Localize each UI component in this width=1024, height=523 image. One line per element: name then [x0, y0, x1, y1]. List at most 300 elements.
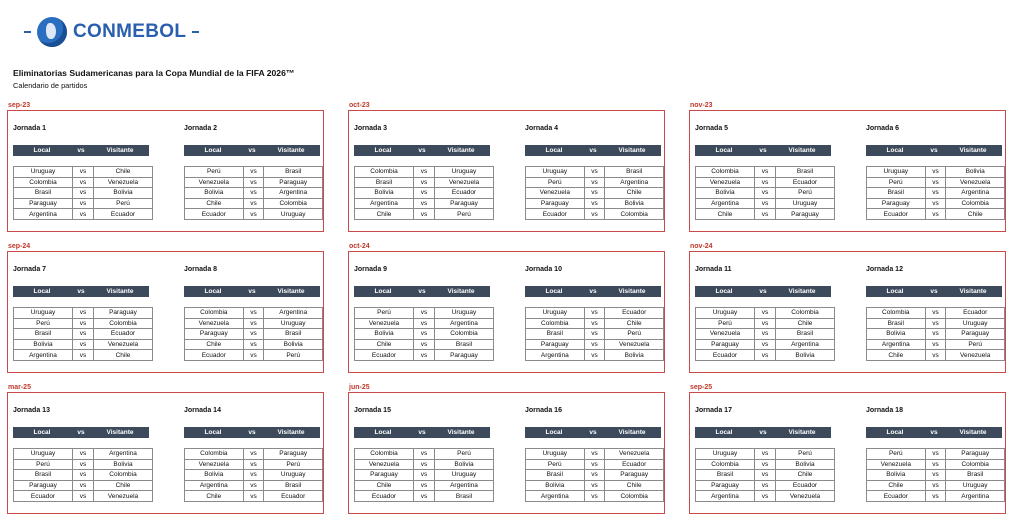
away-team: Argentina — [435, 318, 494, 329]
month-panel — [689, 251, 1006, 373]
table-header — [13, 286, 149, 297]
home-team: Colombia — [185, 308, 244, 319]
away-team: Paraguay — [946, 449, 1005, 460]
home-team: Argentina — [355, 198, 414, 209]
home-team: Colombia — [185, 449, 244, 460]
table-row — [14, 177, 153, 188]
table-row — [867, 329, 1005, 340]
vs-cell: vs — [414, 339, 435, 350]
header-local: Local — [374, 147, 392, 154]
vs-cell: vs — [243, 350, 264, 361]
vs-cell: vs — [755, 459, 776, 470]
month-panel — [7, 110, 324, 232]
away-team: Uruguay — [264, 209, 323, 220]
away-team: Uruguay — [946, 318, 1005, 329]
matches-table — [695, 448, 835, 502]
header-vs: vs — [589, 288, 597, 295]
home-team: Bolivia — [355, 329, 414, 340]
vs-cell: vs — [755, 318, 776, 329]
table-row — [355, 308, 494, 319]
home-team: Argentina — [185, 480, 244, 491]
table-row — [867, 480, 1005, 491]
table-row — [185, 329, 323, 340]
away-team: Chile — [605, 318, 664, 329]
away-team: Argentina — [946, 491, 1005, 502]
vs-cell: vs — [755, 177, 776, 188]
home-team: Colombia — [14, 177, 73, 188]
header-vs: vs — [248, 429, 256, 436]
home-team: Ecuador — [185, 350, 244, 361]
table-row — [526, 318, 664, 329]
table-header — [695, 286, 831, 297]
header-vs: vs — [759, 429, 767, 436]
table-row — [696, 318, 835, 329]
vs-cell: vs — [243, 480, 264, 491]
away-team: Brasil — [264, 329, 323, 340]
table-row — [526, 308, 664, 319]
home-team: Perú — [696, 318, 755, 329]
vs-cell: vs — [243, 308, 264, 319]
table-row — [867, 350, 1005, 361]
table-row — [526, 209, 664, 220]
away-team: Venezuela — [94, 339, 153, 350]
table-row — [355, 459, 494, 470]
table-row — [185, 308, 323, 319]
vs-cell: vs — [243, 459, 264, 470]
vs-cell: vs — [584, 329, 605, 340]
vs-cell: vs — [925, 459, 946, 470]
table-row — [14, 167, 153, 178]
vs-cell: vs — [73, 470, 94, 481]
jornada-title: Jornada 3 — [354, 125, 388, 132]
vs-cell: vs — [925, 188, 946, 199]
home-team: Colombia — [355, 167, 414, 178]
month-panel — [7, 251, 324, 373]
table-row — [696, 459, 835, 470]
table-row — [526, 188, 664, 199]
away-team: Paraguay — [605, 470, 664, 481]
vs-cell: vs — [584, 188, 605, 199]
away-team: Ecuador — [776, 177, 835, 188]
table-row — [355, 318, 494, 329]
table-header — [525, 286, 661, 297]
table-row — [696, 350, 835, 361]
table-row — [185, 177, 323, 188]
home-team: Venezuela — [696, 329, 755, 340]
matches-table — [13, 448, 153, 502]
brand-name: CONMEBOL — [73, 21, 187, 42]
table-header — [695, 427, 831, 438]
vs-cell: vs — [414, 177, 435, 188]
home-team: Argentina — [526, 350, 585, 361]
away-team: Brasil — [605, 167, 664, 178]
away-team: Venezuela — [94, 177, 153, 188]
table-row — [185, 198, 323, 209]
home-team: Bolivia — [185, 470, 244, 481]
header-local: Local — [33, 288, 51, 295]
header-vs: vs — [930, 288, 938, 295]
header-local: Local — [545, 288, 563, 295]
jornada-title: Jornada 13 — [13, 407, 50, 414]
vs-cell: vs — [73, 209, 94, 220]
matches-table — [695, 307, 835, 361]
away-team: Bolivia — [264, 339, 323, 350]
header-vs: vs — [248, 147, 256, 154]
vs-cell: vs — [243, 177, 264, 188]
away-team: Perú — [776, 188, 835, 199]
vs-cell: vs — [243, 318, 264, 329]
home-team: Perú — [185, 167, 244, 178]
away-team: Ecuador — [94, 209, 153, 220]
home-team: Venezuela — [867, 459, 926, 470]
table-row — [185, 167, 323, 178]
away-team: Brasil — [776, 167, 835, 178]
home-team: Uruguay — [526, 308, 585, 319]
vs-cell: vs — [73, 350, 94, 361]
vs-cell: vs — [73, 198, 94, 209]
table-header — [866, 286, 1002, 297]
away-team: Perú — [946, 339, 1005, 350]
conmebol-logo — [18, 14, 205, 50]
table-row — [355, 350, 494, 361]
away-team: Venezuela — [946, 350, 1005, 361]
table-row — [355, 177, 494, 188]
header-vs: vs — [248, 288, 256, 295]
away-team: Bolivia — [946, 167, 1005, 178]
home-team: Paraguay — [867, 198, 926, 209]
home-team: Uruguay — [696, 308, 755, 319]
jornada-title: Jornada 4 — [525, 125, 559, 132]
document-subtitle: Calendario de partidos — [13, 81, 88, 90]
away-team: Chile — [776, 318, 835, 329]
away-team: Chile — [605, 188, 664, 199]
away-team: Paraguay — [94, 308, 153, 319]
jornada-title: Jornada 7 — [13, 266, 47, 273]
vs-cell: vs — [414, 350, 435, 361]
home-team: Ecuador — [867, 209, 926, 220]
away-team: Perú — [264, 459, 323, 470]
home-team: Venezuela — [696, 177, 755, 188]
vs-cell: vs — [925, 491, 946, 502]
home-team: Ecuador — [696, 350, 755, 361]
jornada-title: Jornada 16 — [525, 407, 562, 414]
header-visitante: Visitante — [788, 429, 816, 436]
home-team: Paraguay — [696, 480, 755, 491]
table-row — [185, 188, 323, 199]
home-team: Brasil — [696, 470, 755, 481]
away-team: Argentina — [264, 308, 323, 319]
table-header — [866, 145, 1002, 156]
table-row — [696, 449, 835, 460]
table-header — [525, 427, 661, 438]
table-header — [525, 145, 661, 156]
header-local: Local — [204, 429, 222, 436]
away-team: Bolivia — [776, 350, 835, 361]
vs-cell: vs — [584, 491, 605, 502]
home-team: Argentina — [14, 209, 73, 220]
jornada-title: Jornada 5 — [695, 125, 729, 132]
header-local: Local — [204, 288, 222, 295]
vs-cell: vs — [584, 449, 605, 460]
matches-table — [525, 307, 664, 361]
table-row — [526, 339, 664, 350]
table-row — [14, 449, 153, 460]
home-team: Bolivia — [867, 329, 926, 340]
header-local: Local — [715, 147, 733, 154]
vs-cell: vs — [584, 198, 605, 209]
table-row — [185, 470, 323, 481]
vs-cell: vs — [243, 491, 264, 502]
table-row — [355, 491, 494, 502]
table-row — [696, 480, 835, 491]
table-row — [355, 167, 494, 178]
matches-table — [866, 307, 1005, 361]
table-row — [867, 198, 1005, 209]
away-team: Brasil — [946, 470, 1005, 481]
away-team: Venezuela — [946, 177, 1005, 188]
month-label: mar-25 — [8, 384, 31, 391]
home-team: Bolivia — [867, 470, 926, 481]
table-row — [867, 459, 1005, 470]
home-team: Colombia — [867, 308, 926, 319]
home-team: Uruguay — [14, 308, 73, 319]
vs-cell: vs — [925, 449, 946, 460]
header-visitante: Visitante — [788, 147, 816, 154]
matches-table — [354, 307, 494, 361]
table-row — [696, 188, 835, 199]
month-label: nov-23 — [690, 102, 713, 109]
table-row — [185, 209, 323, 220]
away-team: Uruguay — [435, 167, 494, 178]
home-team: Brasil — [14, 188, 73, 199]
away-team: Bolivia — [94, 459, 153, 470]
vs-cell: vs — [925, 167, 946, 178]
away-team: Brasil — [264, 480, 323, 491]
header-local: Local — [545, 147, 563, 154]
home-team: Colombia — [696, 167, 755, 178]
away-team: Perú — [435, 449, 494, 460]
header-vs: vs — [418, 429, 426, 436]
home-team: Perú — [867, 177, 926, 188]
vs-cell: vs — [925, 339, 946, 350]
vs-cell: vs — [243, 470, 264, 481]
table-row — [696, 339, 835, 350]
vs-cell: vs — [414, 449, 435, 460]
home-team: Venezuela — [355, 459, 414, 470]
jornada-title: Jornada 6 — [866, 125, 900, 132]
table-row — [526, 470, 664, 481]
home-team: Bolivia — [526, 480, 585, 491]
home-team: Chile — [185, 491, 244, 502]
vs-cell: vs — [73, 308, 94, 319]
month-label: sep-23 — [8, 102, 31, 109]
home-team: Perú — [526, 177, 585, 188]
table-row — [867, 308, 1005, 319]
table-row — [185, 459, 323, 470]
table-row — [867, 209, 1005, 220]
vs-cell: vs — [584, 459, 605, 470]
home-team: Perú — [355, 308, 414, 319]
table-row — [526, 350, 664, 361]
away-team: Perú — [435, 209, 494, 220]
vs-cell: vs — [414, 188, 435, 199]
table-row — [14, 308, 153, 319]
away-team: Chile — [94, 350, 153, 361]
vs-cell: vs — [414, 209, 435, 220]
vs-cell: vs — [755, 188, 776, 199]
month-label: nov-24 — [690, 243, 713, 250]
vs-cell: vs — [584, 350, 605, 361]
matches-table — [184, 166, 323, 220]
home-team: Brasil — [526, 470, 585, 481]
away-team: Venezuela — [94, 491, 153, 502]
away-team: Uruguay — [946, 480, 1005, 491]
away-team: Ecuador — [946, 308, 1005, 319]
vs-cell: vs — [925, 308, 946, 319]
vs-cell: vs — [755, 167, 776, 178]
table-row — [355, 480, 494, 491]
jornada-title: Jornada 2 — [184, 125, 218, 132]
vs-cell: vs — [584, 167, 605, 178]
away-team: Argentina — [605, 177, 664, 188]
home-team: Chile — [355, 209, 414, 220]
away-team: Uruguay — [264, 470, 323, 481]
vs-cell: vs — [243, 339, 264, 350]
table-row — [696, 491, 835, 502]
table-row — [14, 209, 153, 220]
home-team: Brasil — [355, 177, 414, 188]
away-team: Paraguay — [264, 449, 323, 460]
away-team: Uruguay — [435, 308, 494, 319]
home-team: Venezuela — [526, 188, 585, 199]
vs-cell: vs — [73, 329, 94, 340]
vs-cell: vs — [73, 188, 94, 199]
table-row — [185, 339, 323, 350]
away-team: Ecuador — [435, 188, 494, 199]
table-row — [526, 480, 664, 491]
jornada-title: Jornada 14 — [184, 407, 221, 414]
away-team: Colombia — [605, 491, 664, 502]
home-team: Bolivia — [14, 339, 73, 350]
vs-cell: vs — [414, 318, 435, 329]
vs-cell: vs — [243, 329, 264, 340]
vs-cell: vs — [584, 177, 605, 188]
table-row — [14, 350, 153, 361]
vs-cell: vs — [584, 470, 605, 481]
table-row — [867, 339, 1005, 350]
matches-table — [184, 448, 323, 502]
away-team: Argentina — [264, 188, 323, 199]
matches-table — [866, 448, 1005, 502]
table-row — [14, 329, 153, 340]
vs-cell: vs — [925, 177, 946, 188]
vs-cell: vs — [73, 480, 94, 491]
header-visitante: Visitante — [106, 147, 134, 154]
vs-cell: vs — [243, 449, 264, 460]
home-team: Colombia — [526, 318, 585, 329]
vs-cell: vs — [414, 470, 435, 481]
header-local: Local — [374, 429, 392, 436]
table-row — [867, 491, 1005, 502]
away-team: Ecuador — [605, 459, 664, 470]
vs-cell: vs — [73, 167, 94, 178]
jornada-title: Jornada 12 — [866, 266, 903, 273]
header-visitante: Visitante — [618, 429, 646, 436]
table-row — [355, 329, 494, 340]
home-team: Uruguay — [526, 167, 585, 178]
away-team: Brasil — [435, 491, 494, 502]
table-row — [526, 198, 664, 209]
away-team: Paraguay — [264, 177, 323, 188]
home-team: Perú — [14, 459, 73, 470]
table-header — [13, 427, 149, 438]
header-local: Local — [886, 147, 904, 154]
vs-cell: vs — [925, 198, 946, 209]
home-team: Brasil — [867, 188, 926, 199]
home-team: Venezuela — [185, 318, 244, 329]
away-team: Paraguay — [435, 198, 494, 209]
matches-table — [525, 166, 664, 220]
month-panel — [689, 392, 1006, 514]
table-row — [14, 318, 153, 329]
away-team: Argentina — [776, 339, 835, 350]
table-row — [526, 459, 664, 470]
away-team: Chile — [94, 167, 153, 178]
away-team: Perú — [605, 329, 664, 340]
away-team: Colombia — [94, 470, 153, 481]
home-team: Colombia — [696, 459, 755, 470]
vs-cell: vs — [755, 491, 776, 502]
header-visitante: Visitante — [959, 288, 987, 295]
vs-cell: vs — [755, 209, 776, 220]
header-vs: vs — [930, 147, 938, 154]
table-row — [696, 470, 835, 481]
table-row — [696, 209, 835, 220]
jornada-title: Jornada 15 — [354, 407, 391, 414]
away-team: Chile — [94, 480, 153, 491]
header-local: Local — [204, 147, 222, 154]
away-team: Uruguay — [435, 470, 494, 481]
vs-cell: vs — [755, 350, 776, 361]
home-team: Argentina — [696, 198, 755, 209]
away-team: Venezuela — [435, 177, 494, 188]
month-panel — [7, 392, 324, 514]
header-visitante: Visitante — [277, 288, 305, 295]
home-team: Venezuela — [185, 177, 244, 188]
table-row — [14, 459, 153, 470]
away-team: Chile — [605, 480, 664, 491]
logo-dash-icon — [24, 31, 31, 33]
home-team: Bolivia — [355, 188, 414, 199]
home-team: Bolivia — [696, 188, 755, 199]
vs-cell: vs — [925, 350, 946, 361]
table-header — [184, 427, 320, 438]
table-row — [867, 318, 1005, 329]
jornada-title: Jornada 11 — [695, 266, 732, 273]
table-row — [867, 188, 1005, 199]
away-team: Colombia — [605, 209, 664, 220]
logo-dash-icon — [192, 31, 199, 33]
header-visitante: Visitante — [106, 288, 134, 295]
away-team: Bolivia — [94, 188, 153, 199]
away-team: Perú — [264, 350, 323, 361]
home-team: Brasil — [867, 318, 926, 329]
conmebol-ball-icon — [37, 17, 67, 47]
away-team: Bolivia — [776, 459, 835, 470]
away-team: Ecuador — [264, 491, 323, 502]
table-row — [355, 198, 494, 209]
jornada-title: Jornada 8 — [184, 266, 218, 273]
